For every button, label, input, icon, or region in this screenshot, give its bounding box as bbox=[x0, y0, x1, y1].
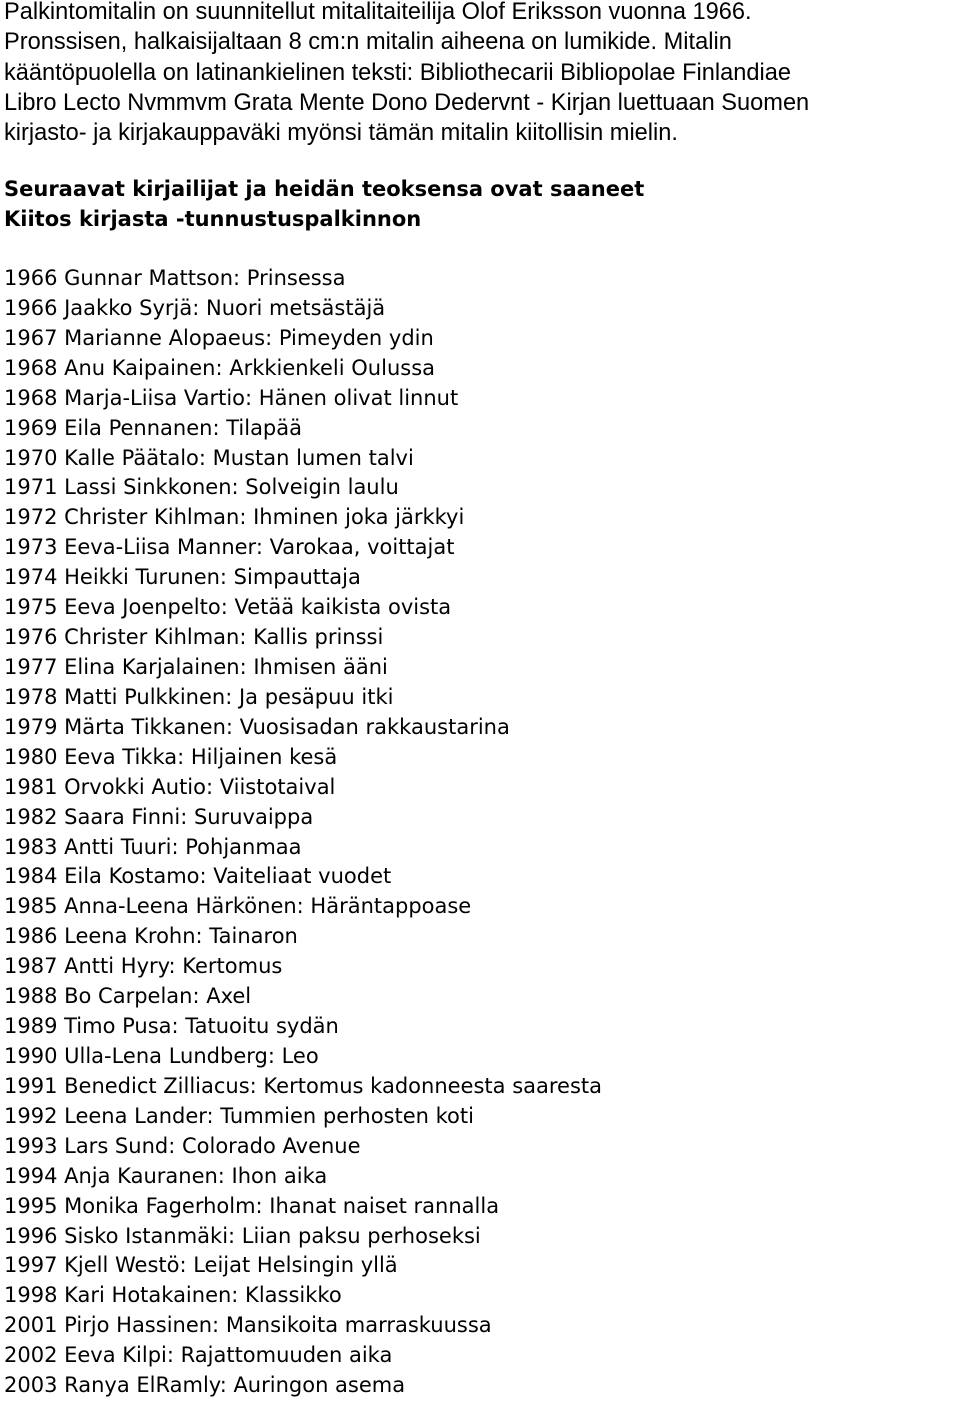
award-list-item: 1996 Sisko Istanmäki: Liian paksu perhoseksi bbox=[4, 1223, 481, 1248]
intro-line: Palkintomitalin on suunnitellut mitalitaiteilija Olof Eriksson vuonna 1966. bbox=[4, 0, 752, 25]
award-list-item: 1973 Eeva-Liisa Manner: Varokaa, voittajat bbox=[4, 535, 455, 560]
award-list-item: 1994 Anja Kauranen: Ihon aika bbox=[4, 1163, 328, 1188]
award-list-item: 1982 Saara Finni: Suruvaippa bbox=[4, 804, 314, 829]
award-list-item: 1984 Eila Kostamo: Vaiteliaat vuodet bbox=[4, 864, 392, 889]
award-list-item: 1971 Lassi Sinkkonen: Solveigin laulu bbox=[4, 475, 399, 500]
award-list-item: 1987 Antti Hyry: Kertomus bbox=[4, 954, 283, 979]
award-list-item: 1991 Benedict Zilliacus: Kertomus kadonneesta saaresta bbox=[4, 1073, 603, 1098]
award-list-item: 1992 Leena Lander: Tummien perhosten koti bbox=[4, 1103, 474, 1128]
award-list-item: 1970 Kalle Päätalo: Mustan lumen talvi bbox=[4, 445, 414, 470]
award-list bbox=[4, 264, 960, 1401]
section-heading bbox=[4, 174, 960, 234]
award-list-item: 1975 Eeva Joenpelto: Vetää kaikista ovista bbox=[4, 595, 452, 620]
award-list-item: 1983 Antti Tuuri: Pohjanmaa bbox=[4, 834, 302, 859]
award-list-item: 1988 Bo Carpelan: Axel bbox=[4, 984, 252, 1009]
intro-line: Pronssisen, halkaisijaltaan 8 cm:n mitalin aiheena on lumikide. Mitalin bbox=[4, 29, 732, 56]
award-list-item: 1993 Lars Sund: Colorado Avenue bbox=[4, 1133, 361, 1158]
award-list-item: 1990 Ulla-Lena Lundberg: Leo bbox=[4, 1043, 319, 1068]
heading-line: Kiitos kirjasta -tunnustuspalkinnon bbox=[4, 207, 422, 231]
award-list-item: 1977 Elina Karjalainen: Ihmisen ääni bbox=[4, 654, 388, 679]
award-list-item: 1998 Kari Hotakainen: Klassikko bbox=[4, 1283, 342, 1308]
award-list-item: 1997 Kjell Westö: Leijat Helsingin yllä bbox=[4, 1253, 398, 1278]
heading-line: Seuraavat kirjailijat ja heidän teoksensa ovat saaneet bbox=[4, 177, 645, 201]
award-list-item: 1968 Anu Kaipainen: Arkkienkeli Oulussa bbox=[4, 355, 436, 380]
intro-line: kirjasto- ja kirjakauppaväki myönsi tämän mitalin kiitollisin mielin. bbox=[4, 120, 678, 147]
award-list-item: 1972 Christer Kihlman: Ihminen joka järkkyi bbox=[4, 505, 465, 530]
award-list-item: 1966 Jaakko Syrjä: Nuori metsästäjä bbox=[4, 295, 386, 320]
award-list-item: 1978 Matti Pulkkinen: Ja pesäpuu itki bbox=[4, 684, 394, 709]
intro-line: Libro Lecto Nvmmvm Grata Mente Dono Dedervnt - Kirjan luettuaan Suomen bbox=[4, 89, 810, 116]
award-list-item: 1967 Marianne Alopaeus: Pimeyden ydin bbox=[4, 325, 434, 350]
award-list-item: 1981 Orvokki Autio: Viistotaival bbox=[4, 774, 336, 799]
intro-line: kääntöpuolella on latinankielinen teksti: Bibliothecarii Bibliopolae Finlandiae bbox=[4, 59, 791, 86]
intro-paragraph bbox=[4, 0, 960, 148]
award-list-item: 1966 Gunnar Mattson: Prinsessa bbox=[4, 266, 346, 290]
award-list-item: 1986 Leena Krohn: Tainaron bbox=[4, 924, 298, 949]
award-list-item: 1976 Christer Kihlman: Kallis prinssi bbox=[4, 625, 384, 650]
award-list-item: 1968 Marja-Liisa Vartio: Hänen olivat linnut bbox=[4, 385, 459, 410]
award-list-item: 1995 Monika Fagerholm: Ihanat naiset rannalla bbox=[4, 1193, 500, 1218]
award-list-item: 1985 Anna-Leena Härkönen: Häräntappoase bbox=[4, 894, 472, 919]
award-list-item: 1969 Eila Pennanen: Tilapää bbox=[4, 415, 302, 440]
award-list-item: 2001 Pirjo Hassinen: Mansikoita marraskuussa bbox=[4, 1313, 492, 1338]
award-list-item: 2002 Eeva Kilpi: Rajattomuuden aika bbox=[4, 1343, 393, 1368]
award-list-item: 1979 Märta Tikkanen: Vuosisadan rakkaustarina bbox=[4, 714, 510, 739]
award-list-item: 1974 Heikki Turunen: Simpauttaja bbox=[4, 565, 361, 590]
award-list-item: 1980 Eeva Tikka: Hiljainen kesä bbox=[4, 744, 338, 769]
award-list-item: 2003 Ranya ElRamly: Auringon asema bbox=[4, 1373, 406, 1398]
award-list-item: 1989 Timo Pusa: Tatuoitu sydän bbox=[4, 1014, 339, 1039]
